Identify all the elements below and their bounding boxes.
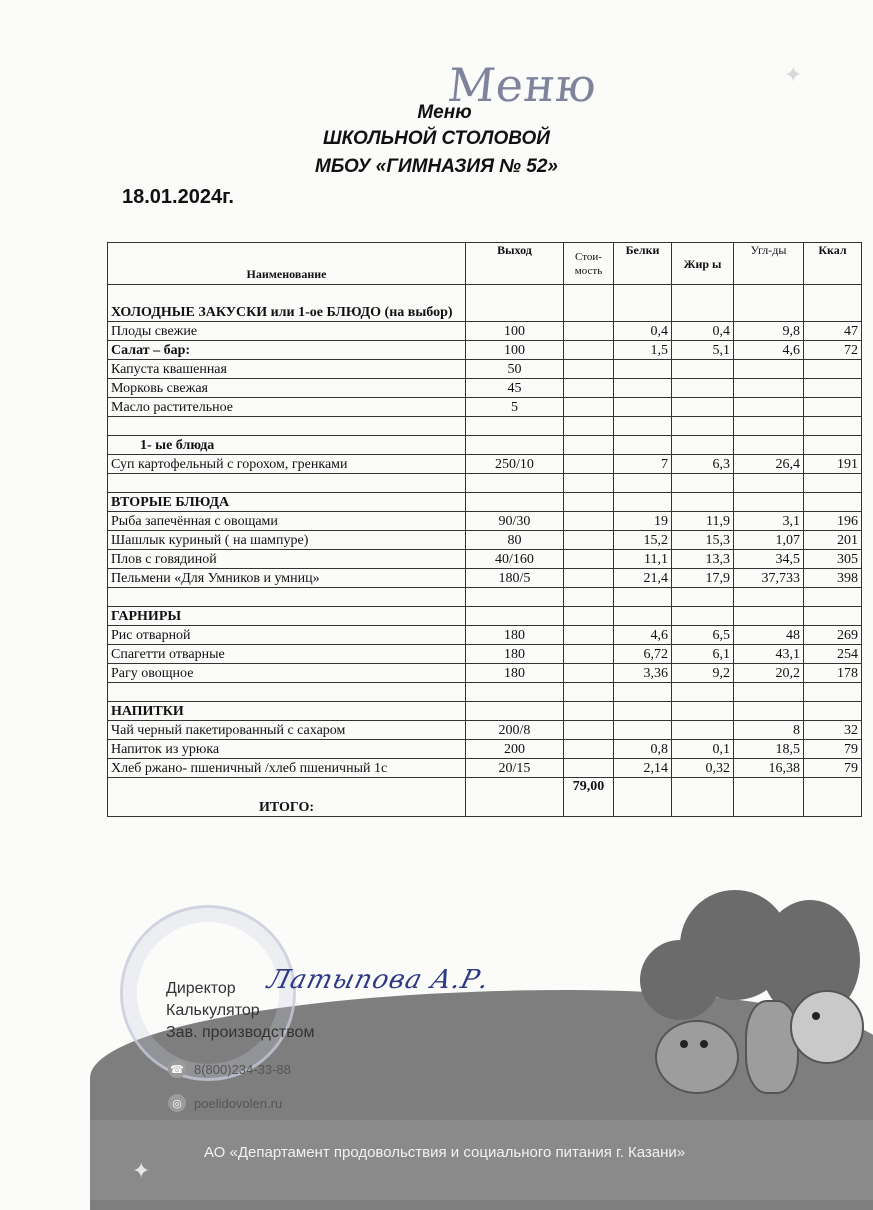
globe-icon: ◎ bbox=[168, 1094, 186, 1112]
role-calculator: Калькулятор bbox=[166, 1002, 260, 1019]
item-output: 45 bbox=[466, 379, 564, 398]
col-header-carbs: Угл-ды bbox=[734, 243, 804, 285]
item-carbs: 43,1 bbox=[734, 645, 804, 664]
item-output bbox=[466, 588, 564, 607]
table-row bbox=[108, 759, 862, 778]
item-name: Напиток из урюка bbox=[108, 740, 466, 759]
item-protein bbox=[614, 285, 672, 322]
mascot-graphic bbox=[790, 990, 864, 1064]
item-carbs bbox=[734, 398, 804, 417]
phone-icon: ☎ bbox=[168, 1060, 186, 1078]
item-protein bbox=[614, 379, 672, 398]
mascot-eye bbox=[680, 1040, 688, 1048]
item-output: 100 bbox=[466, 341, 564, 360]
item-carbs: 18,5 bbox=[734, 740, 804, 759]
item-cost bbox=[564, 436, 614, 455]
item-protein bbox=[614, 683, 672, 702]
item-protein bbox=[614, 702, 672, 721]
item-protein: 0,8 bbox=[614, 740, 672, 759]
item-protein: 1,5 bbox=[614, 341, 672, 360]
item-carbs bbox=[734, 493, 804, 512]
item-name bbox=[108, 683, 466, 702]
item-protein bbox=[614, 607, 672, 626]
item-carbs bbox=[734, 379, 804, 398]
item-cost bbox=[564, 569, 614, 588]
item-kcal: 398 bbox=[804, 569, 862, 588]
item-name: ВТОРЫЕ БЛЮДА bbox=[108, 493, 466, 512]
item-name: Плоды свежие bbox=[108, 322, 466, 341]
item-carbs bbox=[734, 417, 804, 436]
col-header-name: Наименование bbox=[108, 243, 466, 285]
item-protein: 0,4 bbox=[614, 322, 672, 341]
table-row bbox=[108, 474, 862, 493]
item-fat bbox=[672, 721, 734, 740]
item-kcal bbox=[804, 417, 862, 436]
item-kcal: 79 bbox=[804, 759, 862, 778]
item-name bbox=[108, 417, 466, 436]
item-cost bbox=[564, 759, 614, 778]
item-fat bbox=[672, 474, 734, 493]
item-protein bbox=[614, 417, 672, 436]
mascot-eye bbox=[700, 1040, 708, 1048]
item-output: 40/160 bbox=[466, 550, 564, 569]
item-kcal bbox=[804, 360, 862, 379]
table-row bbox=[108, 322, 862, 341]
item-kcal: 178 bbox=[804, 664, 862, 683]
item-name: Спагетти отварные bbox=[108, 645, 466, 664]
table-row bbox=[108, 360, 862, 379]
item-cost bbox=[564, 626, 614, 645]
item-output bbox=[466, 285, 564, 322]
item-output: 50 bbox=[466, 360, 564, 379]
phone-contact bbox=[168, 1060, 291, 1078]
item-output: 5 bbox=[466, 398, 564, 417]
item-name bbox=[108, 474, 466, 493]
item-protein bbox=[614, 360, 672, 379]
item-cost bbox=[564, 607, 614, 626]
item-carbs: 8 bbox=[734, 721, 804, 740]
col-header-output: Выход bbox=[466, 243, 564, 285]
item-kcal: 201 bbox=[804, 531, 862, 550]
item-cost bbox=[564, 285, 614, 322]
item-carbs: 20,2 bbox=[734, 664, 804, 683]
item-protein bbox=[614, 436, 672, 455]
item-kcal bbox=[804, 474, 862, 493]
table-row bbox=[108, 740, 862, 759]
col-header-fat: Жир ы bbox=[672, 243, 734, 285]
role-director: Директор bbox=[166, 980, 236, 997]
table-row bbox=[108, 493, 862, 512]
item-protein: 3,36 bbox=[614, 664, 672, 683]
table-row bbox=[108, 664, 862, 683]
item-output: 180 bbox=[466, 626, 564, 645]
item-protein: 11,1 bbox=[614, 550, 672, 569]
handwritten-menu-note: Меню bbox=[445, 58, 600, 112]
item-output bbox=[466, 417, 564, 436]
table-header-row bbox=[108, 243, 862, 285]
department-name: АО «Департамент продовольствия и социального питания г. Казани» bbox=[204, 1144, 686, 1161]
item-name: Салат – бар: bbox=[108, 341, 466, 360]
item-carbs: 4,6 bbox=[734, 341, 804, 360]
item-fat bbox=[672, 379, 734, 398]
item-fat bbox=[672, 436, 734, 455]
item-output: 180/5 bbox=[466, 569, 564, 588]
item-fat: 9,2 bbox=[672, 664, 734, 683]
item-name: Пельмени «Для Умников и умниц» bbox=[108, 569, 466, 588]
item-carbs: 9,8 bbox=[734, 322, 804, 341]
item-output: 100 bbox=[466, 322, 564, 341]
item-output bbox=[466, 474, 564, 493]
item-fat: 17,9 bbox=[672, 569, 734, 588]
item-kcal: 47 bbox=[804, 322, 862, 341]
item-output: 200 bbox=[466, 740, 564, 759]
item-carbs bbox=[734, 474, 804, 493]
table-row bbox=[108, 398, 862, 417]
school-title: МБОУ «ГИМНАЗИЯ № 52» bbox=[315, 156, 558, 177]
item-fat: 6,1 bbox=[672, 645, 734, 664]
item-fat bbox=[672, 417, 734, 436]
item-fat bbox=[672, 607, 734, 626]
item-fat bbox=[672, 493, 734, 512]
table-row bbox=[108, 550, 862, 569]
item-protein: 4,6 bbox=[614, 626, 672, 645]
item-cost bbox=[564, 398, 614, 417]
item-kcal: 269 bbox=[804, 626, 862, 645]
menu-table bbox=[107, 242, 862, 817]
table-row bbox=[108, 569, 862, 588]
item-output: 250/10 bbox=[466, 455, 564, 474]
role-production-head: Зав. производством bbox=[166, 1024, 315, 1041]
mascot-graphic bbox=[655, 1020, 739, 1094]
director-signature: Латыпова А.Р. bbox=[264, 965, 493, 995]
table-row bbox=[108, 531, 862, 550]
mascot-graphic bbox=[745, 1000, 799, 1094]
item-carbs bbox=[734, 285, 804, 322]
item-carbs bbox=[734, 607, 804, 626]
item-cost bbox=[564, 322, 614, 341]
item-name: ГАРНИРЫ bbox=[108, 607, 466, 626]
item-kcal bbox=[804, 493, 862, 512]
table-row bbox=[108, 645, 862, 664]
item-carbs bbox=[734, 683, 804, 702]
item-kcal bbox=[804, 607, 862, 626]
total-cost: 79,00 bbox=[564, 778, 614, 817]
item-fat bbox=[672, 588, 734, 607]
item-name: Чай черный пакетированный с сахаром bbox=[108, 721, 466, 740]
item-protein bbox=[614, 398, 672, 417]
item-kcal bbox=[804, 588, 862, 607]
item-carbs: 3,1 bbox=[734, 512, 804, 531]
item-protein: 2,14 bbox=[614, 759, 672, 778]
item-name: Рагу овощное bbox=[108, 664, 466, 683]
item-fat: 6,3 bbox=[672, 455, 734, 474]
item-protein: 6,72 bbox=[614, 645, 672, 664]
table-row bbox=[108, 417, 862, 436]
table-row bbox=[108, 702, 862, 721]
table-row bbox=[108, 607, 862, 626]
col-header-cost: Стои-мость bbox=[564, 243, 614, 285]
item-cost bbox=[564, 588, 614, 607]
item-output: 200/8 bbox=[466, 721, 564, 740]
sparkle-icon: ✦ bbox=[784, 62, 803, 87]
website-contact bbox=[168, 1094, 282, 1112]
item-cost bbox=[564, 683, 614, 702]
table-row bbox=[108, 455, 862, 474]
item-name: ХОЛОДНЫЕ ЗАКУСКИ или 1-ое БЛЮДО (на выбор) bbox=[108, 285, 466, 322]
item-name: Масло растительное bbox=[108, 398, 466, 417]
item-fat: 0,32 bbox=[672, 759, 734, 778]
table-row bbox=[108, 721, 862, 740]
item-name: Капуста квашенная bbox=[108, 360, 466, 379]
item-kcal: 196 bbox=[804, 512, 862, 531]
item-protein: 7 bbox=[614, 455, 672, 474]
item-kcal bbox=[804, 436, 862, 455]
item-output bbox=[466, 702, 564, 721]
table-row bbox=[108, 626, 862, 645]
item-kcal: 191 bbox=[804, 455, 862, 474]
total-label: ИТОГО: bbox=[108, 778, 466, 817]
item-carbs bbox=[734, 588, 804, 607]
item-name: Рис отварной bbox=[108, 626, 466, 645]
item-carbs: 34,5 bbox=[734, 550, 804, 569]
item-cost bbox=[564, 360, 614, 379]
item-fat: 6,5 bbox=[672, 626, 734, 645]
item-protein bbox=[614, 721, 672, 740]
item-cost bbox=[564, 417, 614, 436]
tree-graphic bbox=[640, 940, 720, 1020]
menu-title: Меню bbox=[417, 102, 472, 123]
item-output: 90/30 bbox=[466, 512, 564, 531]
sparkle-icon: ✦ bbox=[132, 1158, 151, 1183]
item-carbs bbox=[734, 360, 804, 379]
item-cost bbox=[564, 341, 614, 360]
item-protein: 21,4 bbox=[614, 569, 672, 588]
mascot-eye bbox=[812, 1012, 820, 1020]
col-header-protein: Белки bbox=[614, 243, 672, 285]
item-name: 1- ые блюда bbox=[108, 436, 466, 455]
item-carbs: 26,4 bbox=[734, 455, 804, 474]
item-kcal: 32 bbox=[804, 721, 862, 740]
item-kcal bbox=[804, 702, 862, 721]
item-fat bbox=[672, 360, 734, 379]
item-fat: 15,3 bbox=[672, 531, 734, 550]
item-cost bbox=[564, 645, 614, 664]
item-kcal: 72 bbox=[804, 341, 862, 360]
item-fat: 0,1 bbox=[672, 740, 734, 759]
item-cost bbox=[564, 531, 614, 550]
item-cost bbox=[564, 664, 614, 683]
item-name: Рыба запечённая с овощами bbox=[108, 512, 466, 531]
phone-number: 8(800)234-33-88 bbox=[194, 1061, 291, 1077]
item-output: 180 bbox=[466, 645, 564, 664]
item-carbs: 16,38 bbox=[734, 759, 804, 778]
table-row bbox=[108, 436, 862, 455]
item-name: НАПИТКИ bbox=[108, 702, 466, 721]
item-fat bbox=[672, 683, 734, 702]
item-fat: 13,3 bbox=[672, 550, 734, 569]
item-kcal: 254 bbox=[804, 645, 862, 664]
item-kcal bbox=[804, 683, 862, 702]
item-protein bbox=[614, 588, 672, 607]
item-cost bbox=[564, 512, 614, 531]
item-name: Плов с говядиной bbox=[108, 550, 466, 569]
table-row bbox=[108, 588, 862, 607]
table-row bbox=[108, 379, 862, 398]
table-row bbox=[108, 285, 862, 322]
item-protein bbox=[614, 493, 672, 512]
item-fat bbox=[672, 702, 734, 721]
item-cost bbox=[564, 740, 614, 759]
item-cost bbox=[564, 379, 614, 398]
table-row bbox=[108, 341, 862, 360]
item-fat bbox=[672, 398, 734, 417]
item-output: 180 bbox=[466, 664, 564, 683]
canteen-title: ШКОЛЬНОЙ СТОЛОВОЙ bbox=[323, 128, 550, 149]
item-protein: 19 bbox=[614, 512, 672, 531]
item-output bbox=[466, 436, 564, 455]
item-fat: 0,4 bbox=[672, 322, 734, 341]
item-cost bbox=[564, 474, 614, 493]
item-carbs: 48 bbox=[734, 626, 804, 645]
item-fat bbox=[672, 285, 734, 322]
item-kcal: 79 bbox=[804, 740, 862, 759]
table-row bbox=[108, 683, 862, 702]
item-name: Суп картофельный с горохом, гренками bbox=[108, 455, 466, 474]
item-name: Хлеб ржано- пшеничный /хлеб пшеничный 1с bbox=[108, 759, 466, 778]
item-cost bbox=[564, 455, 614, 474]
item-carbs: 1,07 bbox=[734, 531, 804, 550]
item-cost bbox=[564, 493, 614, 512]
item-name bbox=[108, 588, 466, 607]
col-header-kcal: Ккал bbox=[804, 243, 862, 285]
item-fat: 11,9 bbox=[672, 512, 734, 531]
item-cost bbox=[564, 550, 614, 569]
item-kcal: 305 bbox=[804, 550, 862, 569]
table-row bbox=[108, 512, 862, 531]
item-carbs bbox=[734, 436, 804, 455]
item-cost bbox=[564, 721, 614, 740]
website-url: poelidovolen.ru bbox=[194, 1095, 283, 1111]
item-carbs: 37,733 bbox=[734, 569, 804, 588]
item-name: Морковь свежая bbox=[108, 379, 466, 398]
item-carbs bbox=[734, 702, 804, 721]
item-protein bbox=[614, 474, 672, 493]
item-output: 20/15 bbox=[466, 759, 564, 778]
item-protein: 15,2 bbox=[614, 531, 672, 550]
item-cost bbox=[564, 702, 614, 721]
item-fat: 5,1 bbox=[672, 341, 734, 360]
item-output: 80 bbox=[466, 531, 564, 550]
item-kcal bbox=[804, 285, 862, 322]
total-row bbox=[108, 778, 862, 817]
item-output bbox=[466, 683, 564, 702]
item-output bbox=[466, 493, 564, 512]
item-name: Шашлык куриный ( на шампуре) bbox=[108, 531, 466, 550]
item-output bbox=[466, 607, 564, 626]
menu-date: 18.01.2024г. bbox=[122, 186, 234, 208]
item-kcal bbox=[804, 379, 862, 398]
item-kcal bbox=[804, 398, 862, 417]
